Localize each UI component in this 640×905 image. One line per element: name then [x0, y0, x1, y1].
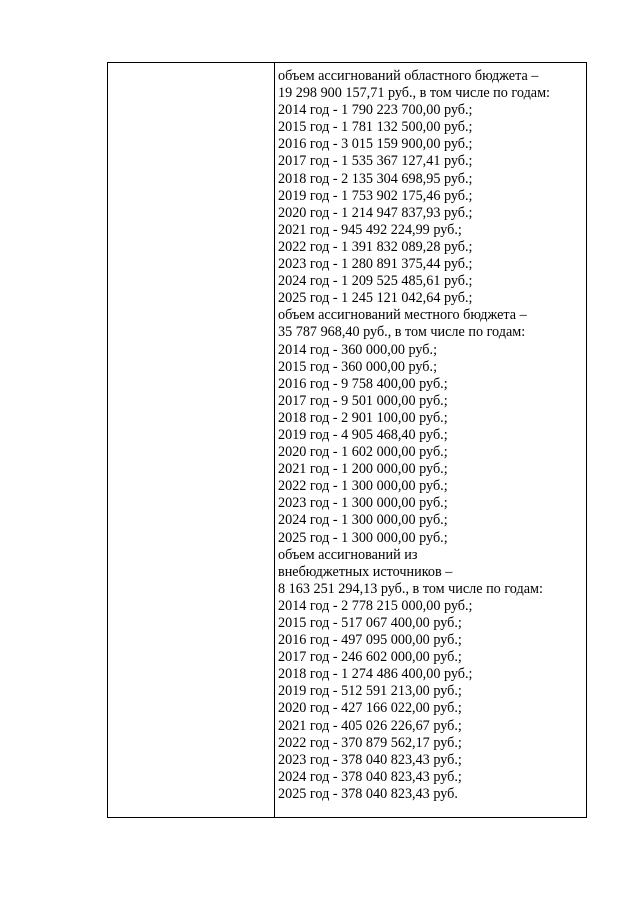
local-year-line: 2016 год - 9 758 400,00 руб.;	[278, 375, 448, 392]
local-budget-heading: объем ассигнований местного бюджета –	[278, 307, 527, 324]
extrabudgetary-year-line: 2014 год - 2 778 215 000,00 руб.;	[278, 597, 473, 614]
extrabudgetary-year-line: 2019 год - 512 591 213,00 руб.;	[278, 683, 462, 700]
local-year-line: 2023 год - 1 300 000,00 руб.;	[278, 495, 448, 512]
local-year-line: 2015 год - 360 000,00 руб.;	[278, 358, 438, 375]
local-year-line: 2017 год - 9 501 000,00 руб.;	[278, 392, 448, 409]
local-year-line: 2020 год - 1 602 000,00 руб.;	[278, 444, 448, 461]
regional-year-line: 2016 год - 3 015 159 900,00 руб.;	[278, 136, 473, 153]
local-budget-total: 35 787 968,40 руб., в том числе по годам:	[278, 324, 526, 341]
funding-table	[107, 62, 587, 818]
local-year-line: 2025 год - 1 300 000,00 руб.;	[278, 529, 448, 546]
extrabudgetary-year-line: 2022 год - 370 879 562,17 руб.;	[278, 734, 462, 751]
regional-year-line: 2019 год - 1 753 902 175,46 руб.;	[278, 187, 473, 204]
extrabudgetary-year-line: 2017 год - 246 602 000,00 руб.;	[278, 649, 462, 666]
extrabudgetary-total: 8 163 251 294,13 руб., в том числе по годам:	[278, 580, 543, 597]
regional-budget-heading: объем ассигнований областного бюджета –	[278, 68, 539, 84]
regional-year-line: 2021 год - 945 492 224,99 руб.;	[278, 221, 462, 238]
regional-budget-section	[278, 68, 586, 307]
local-year-line: 2022 год - 1 300 000,00 руб.;	[278, 478, 448, 495]
local-year-line: 2014 год - 360 000,00 руб.;	[278, 341, 438, 358]
regional-year-line: 2017 год - 1 535 367 127,41 руб.;	[278, 153, 473, 170]
regional-year-line: 2024 год - 1 209 525 485,61 руб.;	[278, 273, 473, 290]
extrabudgetary-year-line: 2016 год - 497 095 000,00 руб.;	[278, 632, 462, 649]
regional-year-line: 2020 год - 1 214 947 837,93 руб.;	[278, 204, 473, 221]
extrabudgetary-section	[278, 547, 586, 803]
regional-year-line: 2025 год - 1 245 121 042,64 руб.;	[278, 290, 473, 307]
label-cell	[108, 63, 275, 817]
local-year-line: 2018 год - 2 901 100,00 руб.;	[278, 409, 448, 426]
extrabudgetary-year-line: 2018 год - 1 274 486 400,00 руб.;	[278, 666, 473, 683]
local-budget-section	[278, 307, 586, 546]
local-year-line: 2021 год - 1 200 000,00 руб.;	[278, 461, 448, 478]
extrabudgetary-heading: внебюджетных источников –	[278, 563, 453, 580]
extrabudgetary-year-line: 2015 год - 517 067 400,00 руб.;	[278, 615, 462, 631]
local-year-line: 2024 год - 1 300 000,00 руб.;	[278, 512, 448, 529]
regional-budget-total: 19 298 900 157,71 руб., в том числе по годам:	[278, 85, 550, 102]
regional-year-line: 2018 год - 2 135 304 698,95 руб.;	[278, 170, 473, 187]
extrabudgetary-heading: объем ассигнований из	[278, 546, 418, 563]
regional-year-line: 2014 год - 1 790 223 700,00 руб.;	[278, 102, 473, 119]
local-year-line: 2019 год - 4 905 468,40 руб.;	[278, 426, 448, 443]
extrabudgetary-year-line: 2021 год - 405 026 226,67 руб.;	[278, 717, 462, 734]
funding-cell	[275, 63, 586, 817]
regional-year-line: 2015 год - 1 781 132 500,00 руб.;	[278, 119, 473, 136]
regional-year-line: 2022 год - 1 391 832 089,28 руб.;	[278, 238, 473, 255]
regional-year-line: 2023 год - 1 280 891 375,44 руб.;	[278, 256, 473, 273]
extrabudgetary-year-line: 2024 год - 378 040 823,43 руб.;	[278, 768, 462, 785]
extrabudgetary-year-line: 2023 год - 378 040 823,43 руб.;	[278, 751, 462, 768]
extrabudgetary-year-line: 2020 год - 427 166 022,00 руб.;	[278, 700, 462, 717]
extrabudgetary-year-line: 2025 год - 378 040 823,43 руб.	[278, 785, 458, 802]
